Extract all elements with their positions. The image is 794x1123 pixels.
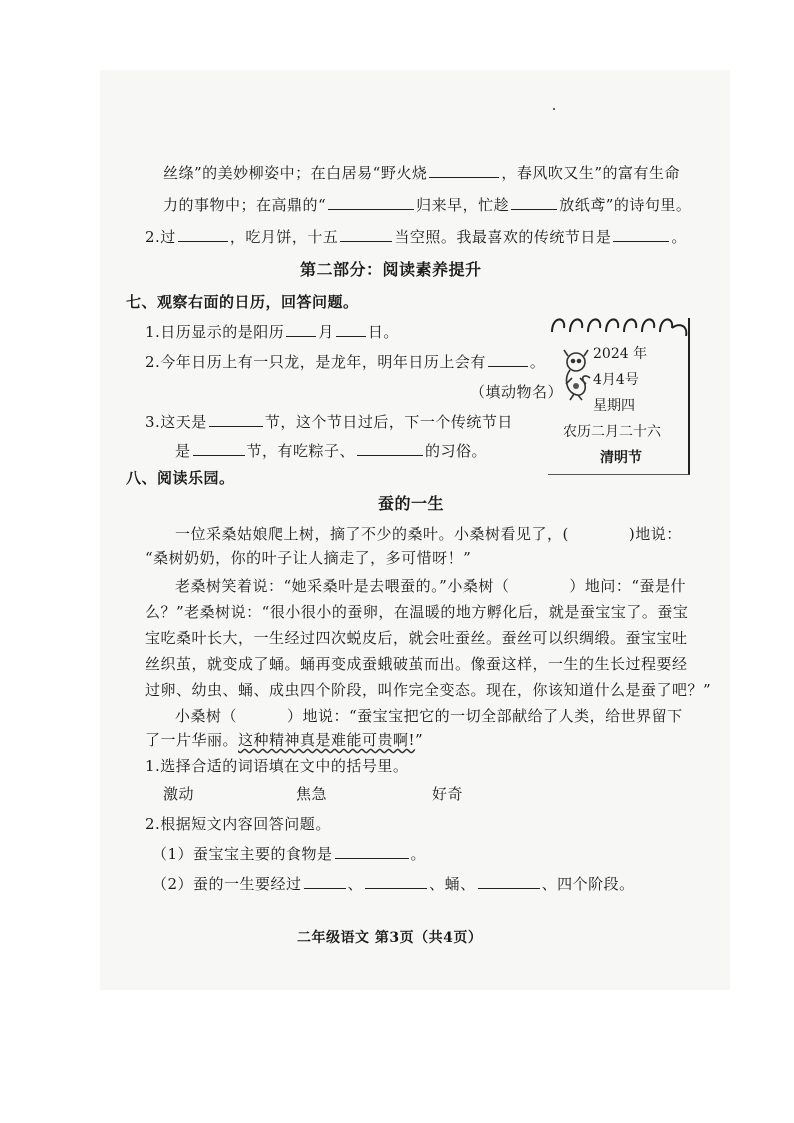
calendar-lunar-date: 农历二月二十六	[563, 424, 661, 440]
answer-blank[interactable]	[304, 874, 346, 889]
question-7-3b	[175, 441, 487, 461]
text: 月	[318, 323, 334, 341]
answer-blank[interactable]	[178, 227, 228, 242]
answer-blank[interactable]	[478, 874, 540, 889]
answer-blank[interactable]	[429, 163, 499, 178]
speck	[553, 108, 555, 110]
text: ）地说：“蚕宝宝把它的一切全部献给了人类，给世界留下	[287, 707, 683, 725]
question-7-2	[145, 352, 545, 372]
story-paragraph-1-line-2: “桑树奶奶，你的叶子让人摘走了，多可惜呀！”	[145, 549, 472, 567]
answer-blank[interactable]	[613, 227, 669, 242]
story-paragraph-2-line-2: 么？”老桑树说：“很小很小的蚕卵，在温暖的地方孵化后，就是蚕宝宝了。蚕宝	[145, 603, 689, 621]
word-choice-1: 激动	[163, 785, 195, 803]
section-8-heading: 八、阅读乐园。	[126, 469, 235, 487]
answer-blank[interactable]	[328, 195, 414, 210]
answer-blank[interactable]	[488, 352, 528, 367]
story-paragraph-2-line-1	[175, 576, 686, 596]
text: 力的事物中；在高鼎的“	[163, 196, 327, 214]
text: 一位采桑姑娘爬上树，摘了不少的桑叶。小桑树看见了，(	[175, 525, 569, 543]
section-7-heading: 七、观察右面的日历，回答问题。	[126, 293, 359, 311]
part-two-title: 第二部分：阅读素养提升	[300, 260, 482, 279]
answer-blank[interactable]	[209, 412, 263, 427]
text: 是	[175, 442, 191, 460]
question-8-1: 1.选择合适的词语填在文中的括号里。	[145, 757, 409, 775]
dragon-icon	[556, 348, 596, 402]
text: ）地问：“蚕是什	[569, 577, 687, 595]
text: （2）蚕的一生要经过	[152, 875, 302, 893]
question-8-2-1	[152, 844, 426, 864]
calendar-rings-icon	[548, 312, 688, 336]
question-8-2-2	[152, 874, 635, 894]
text: 放纸鸢”的诗句里。	[559, 196, 692, 214]
answer-blank[interactable]	[193, 441, 245, 456]
text: 老桑树笑着说：“她采桑叶是去喂蚕的。”小桑树（	[175, 577, 510, 595]
story-paragraph-2-line-5: 过卵、幼虫、蛹、成虫四个阶段，叫作完全变态。现在，你该知道什么是蚕了吧？”	[145, 681, 712, 699]
text: 1.日历显示的是阳历	[145, 323, 285, 341]
answer-blank[interactable]	[336, 322, 366, 337]
text: 日。	[367, 323, 399, 341]
hint-animal-name: （填动物名）	[470, 383, 564, 401]
word-choice-3: 好奇	[432, 785, 464, 803]
answer-blank[interactable]	[286, 322, 316, 337]
answer-blank[interactable]	[357, 441, 423, 456]
text: )地说：	[628, 525, 682, 543]
story-paragraph-2-line-4: 丝织茧，就变成了蛹。蛹再变成蚕蛾破茧而出。像蚕这样，一生的生长过程要经	[145, 655, 688, 673]
calendar-festival: 清明节	[600, 450, 642, 466]
story-title: 蚕的一生	[378, 494, 445, 513]
question-7-1	[145, 322, 399, 342]
text: 、四个阶段。	[541, 875, 635, 893]
text: 了一片华丽。	[145, 731, 239, 749]
text: 。	[410, 845, 427, 863]
page-footer: 二年级语文 第3页（共4页）	[297, 930, 483, 946]
answer-blank[interactable]	[335, 844, 409, 859]
text: 丝绦”的美妙柳姿中；在白居易“野火烧	[163, 164, 428, 182]
text: 节，有吃粽子、	[246, 442, 356, 460]
story-paragraph-2-line-3: 宝吃桑叶长大，一生经过四次蜕皮后，就会吐蚕丝。蚕丝可以织绸缎。蚕宝宝吐	[145, 629, 688, 647]
question-7-3a	[145, 412, 513, 432]
text: 小桑树（	[175, 707, 238, 725]
text: 、	[347, 875, 364, 893]
text: 3.这天是	[145, 413, 207, 431]
text: 、蛹、	[429, 875, 476, 893]
text: 2.过	[145, 228, 176, 246]
answer-blank[interactable]	[365, 874, 427, 889]
text: 的习俗。	[425, 442, 488, 460]
story-paragraph-3-line-1	[175, 706, 683, 726]
text: 节，这个节日过后，下一个传统节日	[264, 413, 513, 431]
text: 归来早，忙趁	[416, 196, 510, 214]
text: 。	[529, 353, 546, 371]
text: （1）蚕宝宝主要的食物是	[152, 845, 333, 863]
answer-blank[interactable]	[511, 195, 557, 210]
calendar-year: 2024 年	[593, 346, 648, 362]
question-8-2: 2.根据短文内容回答问题。	[145, 815, 331, 833]
text: 2.今年日历上有一只龙，是龙年，明年日历上会有	[145, 353, 486, 371]
calendar-date: 4月4号	[593, 372, 639, 388]
wavy-underlined-sentence: 这种精神真是难能可贵啊!	[238, 731, 416, 749]
text: ，吃月饼，十五	[229, 228, 339, 246]
text: ”	[415, 731, 424, 749]
story-paragraph-1-line-1	[175, 524, 682, 544]
word-choice-2: 焦急	[296, 785, 328, 803]
text: ，春风吹又生”的富有生命	[501, 164, 681, 182]
poem-line-2	[163, 195, 691, 215]
calendar-weekday: 星期四	[593, 398, 635, 414]
story-paragraph-3-line-2	[145, 730, 423, 750]
answer-blank[interactable]	[340, 227, 392, 242]
question-festival	[145, 227, 687, 247]
text: 。	[671, 228, 687, 246]
poem-line-1	[163, 163, 680, 183]
text: 当空照。我最喜欢的传统节日是	[394, 228, 612, 246]
